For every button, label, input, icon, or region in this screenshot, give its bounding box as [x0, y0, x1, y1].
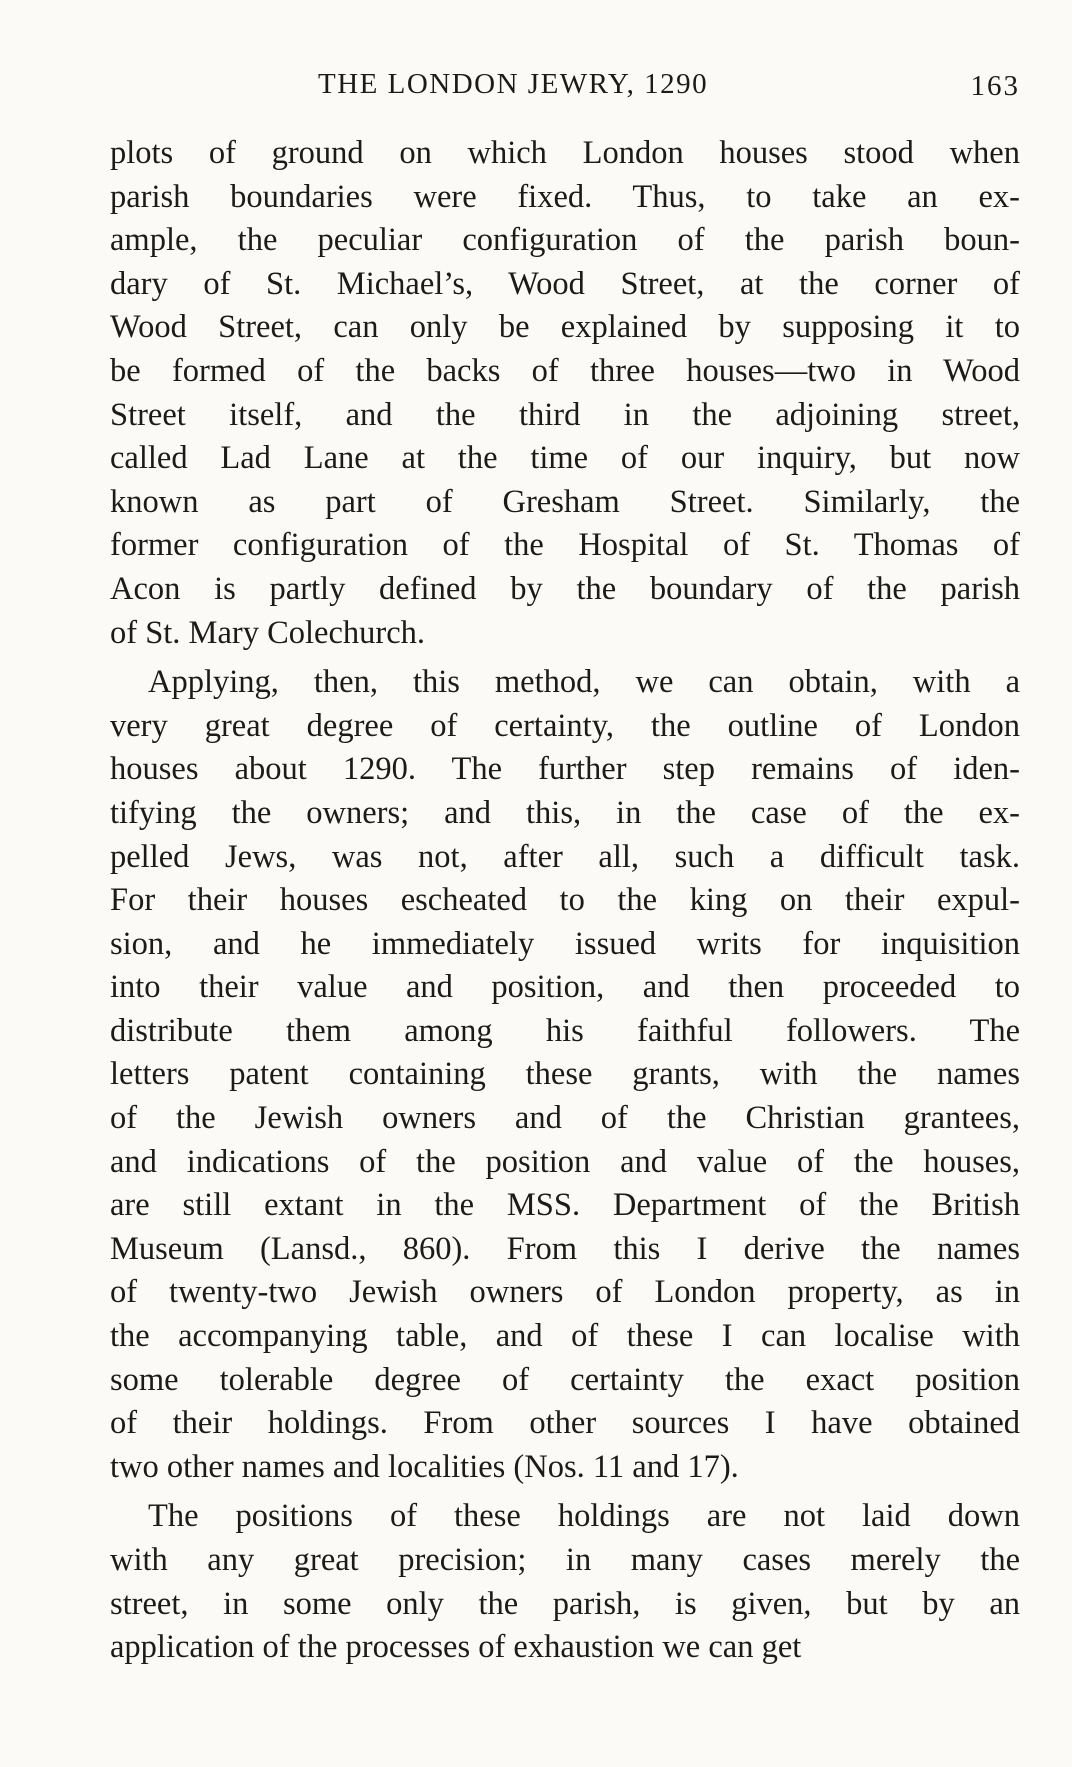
running-title: THE LONDON JEWRY, 1290 — [318, 68, 709, 100]
text-line: Acon is partly defined by the boundary of the parish — [110, 570, 1020, 607]
text-line: are still extant in the MSS. Department of the British — [110, 1187, 1020, 1224]
text-line: of the Jewish owners and of the Christian grantees, — [110, 1100, 1020, 1137]
text-line: Museum (Lansd., 860). From this I derive the names — [110, 1230, 1020, 1267]
text-line: parish boundaries were fixed. Thus, to take an ex- — [110, 178, 1020, 215]
text-line: ample, the peculiar configuration of the parish boun- — [110, 222, 1020, 259]
text-line: of St. Mary Colechurch. — [110, 614, 426, 651]
text-line: houses about 1290. The further step remains of iden- — [110, 751, 1020, 788]
text-line: into their value and position, and then proceeded to — [110, 969, 1020, 1006]
text-line: pelled Jews, was not, after all, such a difficult task. — [110, 838, 1020, 875]
page-number: 163 — [970, 70, 1020, 102]
paragraph — [110, 132, 1020, 655]
text-line: The positions of these holdings are not laid down — [148, 1498, 1020, 1535]
paragraph — [110, 1495, 1020, 1669]
text-line: the accompanying table, and of these I can localise with — [110, 1318, 1020, 1355]
text-line: letters patent containing these grants, with the names — [110, 1056, 1020, 1093]
paragraph — [110, 661, 1020, 1489]
text-line: with any great precision; in many cases merely the — [110, 1542, 1020, 1578]
text-line: For their houses escheated to the king on their expul- — [110, 882, 1020, 919]
text-line: and indications of the position and value of the houses, — [110, 1143, 1020, 1180]
text-line: called Lad Lane at the time of our inquiry, but now — [110, 440, 1020, 477]
text-line: known as part of Gresham Street. Similarly, the — [110, 483, 1020, 520]
text-line: Wood Street, can only be explained by supposing it to — [110, 309, 1020, 346]
running-head — [110, 68, 1020, 112]
text-line: very great degree of certainty, the outline of London — [110, 707, 1020, 744]
text-line: of their holdings. From other sources I have obtained — [110, 1405, 1020, 1442]
text-line: distribute them among his faithful followers. The — [110, 1012, 1020, 1049]
text-line: some tolerable degree of certainty the exact position — [110, 1361, 1020, 1398]
body-text — [110, 132, 1020, 1676]
text-line: plots of ground on which London houses stood when — [110, 135, 1020, 171]
text-line: former configuration of the Hospital of St. Thomas of — [110, 527, 1020, 564]
text-line: Applying, then, this method, we can obtain, with a — [148, 664, 1020, 701]
text-line: application of the processes of exhaustion we can get — [110, 1629, 802, 1666]
text-line: two other names and localities (Nos. 11 and 17). — [110, 1448, 739, 1485]
text-line: dary of St. Michael’s, Wood Street, at the corner of — [110, 265, 1020, 302]
text-line: sion, and he immediately issued writs for inquisition — [110, 925, 1020, 962]
text-line: of twenty-two Jewish owners of London property, as in — [110, 1274, 1020, 1311]
text-line: be formed of the backs of three houses—two in Wood — [110, 352, 1020, 389]
text-line: street, in some only the parish, is given, but by an — [110, 1585, 1020, 1622]
text-line: Street itself, and the third in the adjoining street, — [110, 396, 1020, 433]
text-line: tifying the owners; and this, in the case of the ex- — [110, 794, 1020, 831]
